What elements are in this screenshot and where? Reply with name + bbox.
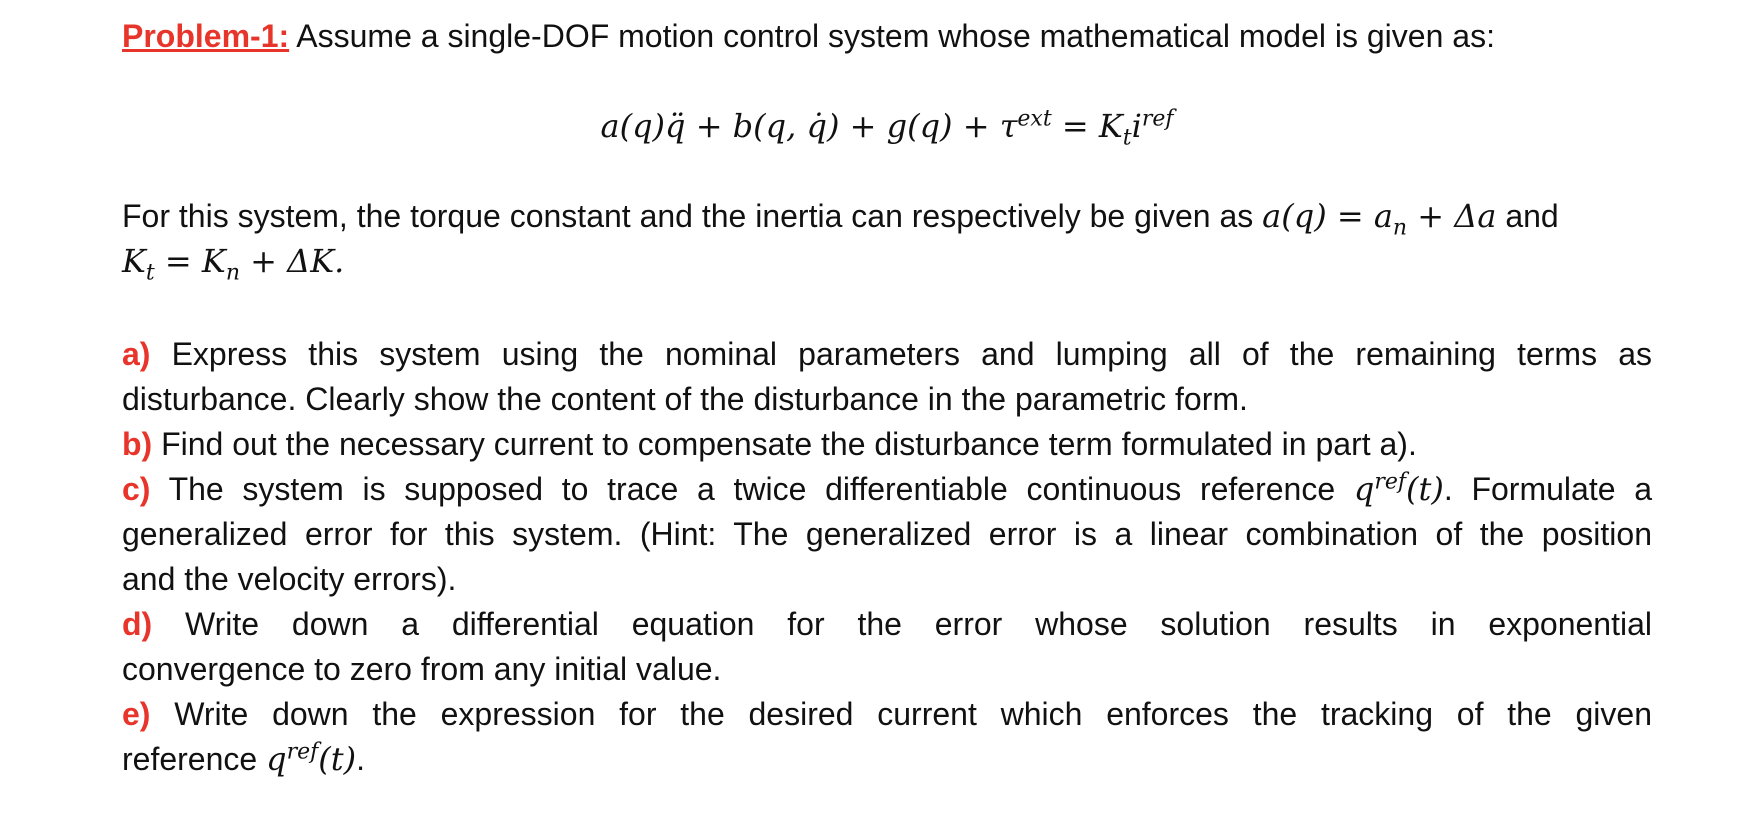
question-e-text-2b: . bbox=[356, 741, 365, 777]
question-c-text-3: and the velocity errors). bbox=[122, 561, 457, 597]
question-d-label: d) bbox=[122, 606, 153, 642]
model-equation bbox=[122, 104, 1652, 151]
question-b-text-1: Find out the necessary current to compensate the disturbance term formulated in part a). bbox=[152, 426, 1417, 462]
reference-e-q: q bbox=[266, 740, 287, 778]
equation-rhs-current: i bbox=[1131, 107, 1142, 145]
question-e-text-2a: reference bbox=[122, 741, 267, 777]
question-e-line-1 bbox=[122, 692, 1652, 737]
question-a-label: a) bbox=[122, 336, 151, 372]
reference-sup: ref bbox=[1374, 469, 1407, 495]
torque-k: K bbox=[122, 242, 146, 280]
equation-rhs-subscript: t bbox=[1122, 125, 1132, 151]
reference-t: (t) bbox=[1406, 470, 1444, 508]
question-e-text-1: Write down the expression for the desired current which enforces the tracking of the given bbox=[150, 696, 1652, 732]
inertia-delta: + Δa bbox=[1407, 197, 1497, 235]
reference-signal bbox=[1354, 470, 1444, 508]
problem-title: Problem-1: bbox=[122, 18, 290, 54]
question-c-line-2 bbox=[122, 512, 1652, 557]
reference-e-sup: ref bbox=[286, 739, 319, 765]
question-e-label: e) bbox=[122, 696, 151, 732]
problem-intro: Assume a single-DOF motion control system whose mathematical model is given as: bbox=[289, 18, 1495, 54]
question-c-line-3 bbox=[122, 557, 1652, 602]
question-list bbox=[122, 332, 1652, 782]
equation-rhs-superscript: ref bbox=[1141, 106, 1174, 132]
torque-eq: = K bbox=[154, 242, 226, 280]
description-line-2 bbox=[122, 239, 1652, 284]
inertia-sub: n bbox=[1392, 215, 1408, 241]
inertia-math: a(q) = a bbox=[1262, 197, 1393, 235]
question-a-line-1 bbox=[122, 332, 1652, 377]
description-and: and bbox=[1496, 198, 1559, 234]
description-text: For this system, the torque constant and the inertia can respectively be given as bbox=[122, 198, 1263, 234]
problem-heading bbox=[122, 14, 1652, 59]
reference-signal-e bbox=[266, 740, 356, 778]
question-d-text-2: convergence to zero from any initial value. bbox=[122, 651, 722, 687]
question-d-line-1 bbox=[122, 602, 1652, 647]
question-d-text-1: Write down a differential equation for the error whose solution results in exponential bbox=[152, 606, 1652, 642]
torque-k-sub: t bbox=[145, 260, 155, 286]
reference-q: q bbox=[1353, 470, 1375, 508]
reference-e-t: (t) bbox=[318, 740, 357, 778]
question-c-text-1a: The system is supposed to trace a twice differentiable continuous reference bbox=[150, 471, 1354, 507]
question-b-label: b) bbox=[122, 426, 153, 462]
torque-rest: + ΔK. bbox=[239, 242, 345, 280]
torque-kn-sub: n bbox=[225, 260, 240, 286]
question-d-line-2 bbox=[122, 647, 1652, 692]
question-e-line-2 bbox=[122, 737, 1652, 782]
question-a-text-2: disturbance. Clearly show the content of the disturbance in the parametric form. bbox=[122, 381, 1248, 417]
question-b-line-1 bbox=[122, 422, 1652, 467]
question-c-text-2: generalized error for this system. (Hint: The generalized error is a linear combination of the position bbox=[122, 516, 1652, 552]
equation-lhs-superscript: ext bbox=[1017, 106, 1052, 132]
question-c-text-1b: . Formulate a bbox=[1443, 471, 1653, 507]
description-paragraph bbox=[122, 194, 1652, 284]
question-a-line-2 bbox=[122, 377, 1652, 422]
equation-lhs: a(q)q̈ + b(q, q̇) + g(q) + τ bbox=[600, 107, 1018, 145]
equation-equals: = K bbox=[1051, 107, 1123, 145]
question-c-line-1 bbox=[122, 467, 1652, 512]
question-a-text-1: Express this system using the nominal parameters and lumping all of the remaining terms as bbox=[150, 336, 1652, 372]
description-line-1 bbox=[122, 194, 1652, 239]
question-c-label: c) bbox=[122, 471, 151, 507]
inertia-expression bbox=[1262, 197, 1497, 241]
